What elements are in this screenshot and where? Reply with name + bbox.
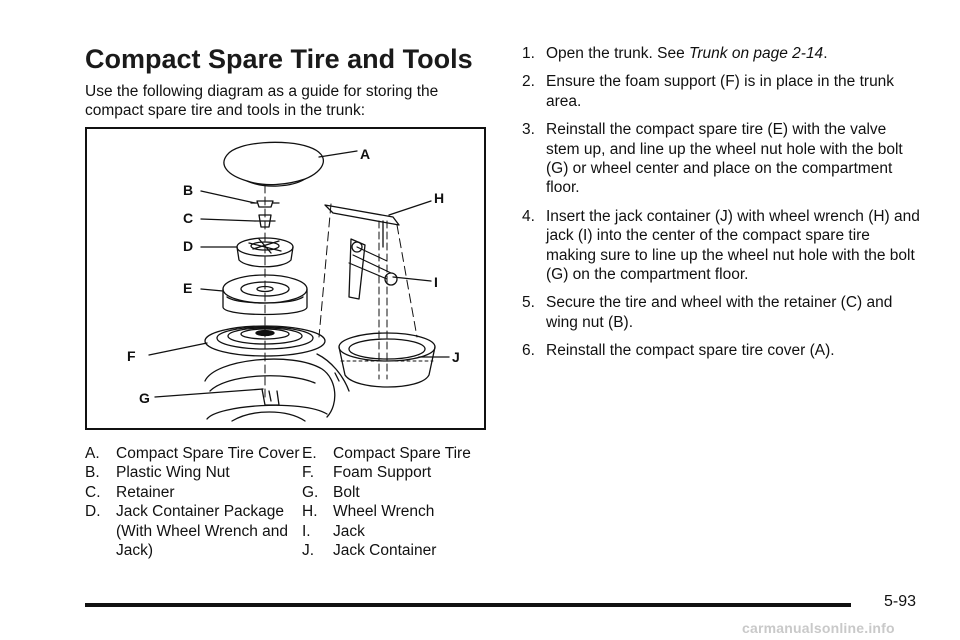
legend-text: Jack Container (333, 542, 437, 560)
tire-cover-drawing (224, 142, 323, 184)
callout-c: C (183, 210, 194, 226)
step-number: 6. (522, 342, 535, 360)
legend-letter: G. (302, 483, 319, 501)
legend-column-right (302, 444, 502, 560)
step-text: Secure the tire and wheel with the retainer (C) and wing nut (B). (546, 294, 893, 331)
footer-divider (85, 603, 851, 607)
cross-reference-link[interactable]: Trunk on page 2-14 (689, 45, 824, 62)
legend-text: Retainer (116, 483, 175, 501)
legend-text: Foam Support (333, 464, 432, 482)
step-number: 3. (522, 121, 535, 139)
watermark: carmanualsonline.info (742, 620, 895, 636)
callout-h: H (434, 190, 445, 206)
legend-item (85, 463, 300, 482)
legend-item (85, 502, 300, 560)
legend-letter: I. (302, 522, 311, 540)
step-text: Reinstall the compact spare tire cover (A). (546, 342, 835, 360)
step-item (522, 72, 922, 111)
step-item (522, 44, 922, 63)
legend-letter: H. (302, 503, 318, 521)
legend-letter: D. (85, 503, 101, 521)
step-number: 5. (522, 294, 535, 312)
legend-letter: B. (85, 464, 100, 482)
callout-i: I (434, 274, 438, 290)
page-number: 5-93 (884, 593, 917, 610)
page-title: Compact Spare Tire and Tools (85, 44, 473, 74)
legend-text: Bolt (333, 483, 360, 501)
legend-item (85, 483, 300, 502)
legend-column-left (85, 444, 300, 560)
legend-item (302, 483, 502, 502)
legend-item (302, 444, 502, 463)
callout-g: G (139, 390, 150, 406)
jack-container-drawing (319, 204, 435, 387)
legend-text: Plastic Wing Nut (116, 464, 230, 482)
legend-item (302, 522, 502, 541)
callout-e: E (183, 280, 193, 296)
legend-letter: J. (302, 542, 315, 560)
legend-item (302, 541, 502, 560)
legend-text: Wheel Wrench (333, 503, 435, 521)
legend-text: Jack (333, 522, 365, 540)
legend-letter: A. (85, 445, 100, 462)
callout-d: D (183, 238, 194, 254)
legend-letter: E. (302, 445, 317, 462)
step-item (522, 207, 922, 285)
legend-text: Jack Container Package (With Wheel Wrench and Jack) (116, 503, 288, 560)
step-text-lead: Open the trunk. See (546, 45, 690, 62)
step-text-tail: . (823, 45, 828, 62)
callout-b: B (183, 182, 194, 198)
legend-text: Compact Spare Tire (333, 445, 471, 462)
instruction-steps (522, 44, 922, 370)
step-text: Insert the jack container (J) with wheel wrench (H) and jack (I) into the center of the compact spare tire making sure to line up the wheel nut hole with the bolt (G) on the compartment floor. (546, 207, 920, 284)
step-text (546, 44, 922, 63)
legend-item (302, 463, 502, 482)
diagram-illustration (87, 129, 484, 428)
step-text: Ensure the foam support (F) is in place in the trunk area. (546, 73, 895, 110)
legend-letter: C. (85, 483, 101, 501)
step-item (522, 341, 922, 360)
callout-f: F (127, 348, 136, 364)
legend-item (85, 444, 300, 463)
legend-text: Compact Spare Tire Cover (116, 445, 300, 462)
step-number: 2. (522, 73, 535, 91)
legend-item (302, 502, 502, 521)
spare-tire-diagram (85, 127, 486, 430)
step-item (522, 293, 922, 332)
callout-j: J (452, 349, 460, 365)
step-text: Reinstall the compact spare tire (E) with the valve stem up, and line up the wheel nut hole with the bolt (G) or wheel center and place on the compartment floor. (546, 121, 903, 197)
callout-a: A (360, 146, 371, 162)
step-item (522, 120, 922, 198)
step-number: 1. (522, 45, 535, 62)
legend-letter: F. (302, 464, 315, 482)
trunk-well-drawing (205, 354, 349, 421)
intro-paragraph: Use the following diagram as a guide for storing the compact spare tire and tools in the trunk: (85, 83, 439, 119)
step-number: 4. (522, 207, 535, 225)
